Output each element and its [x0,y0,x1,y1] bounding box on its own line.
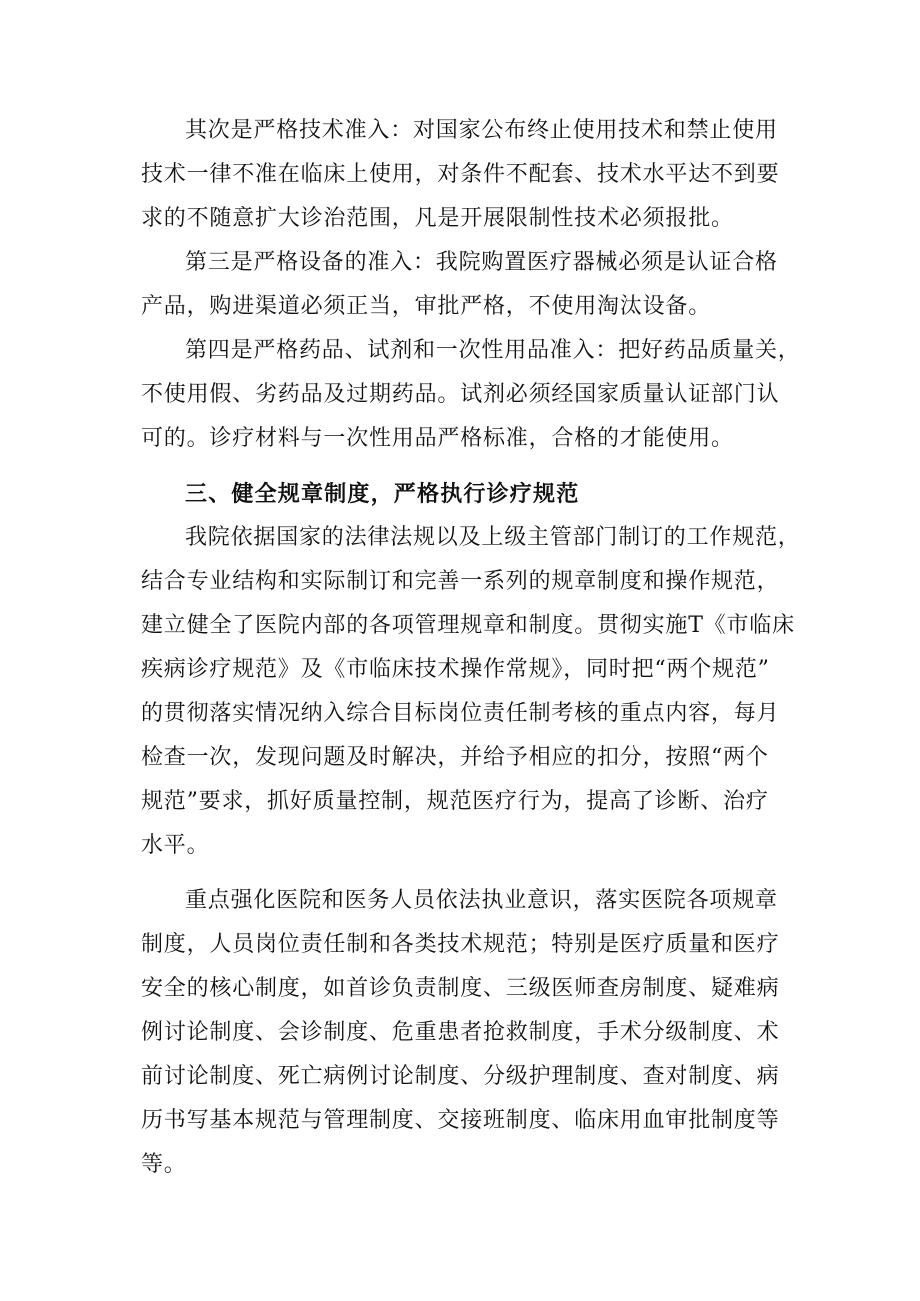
text-line: 第三是严格设备的准入：我院购置医疗器械必须是认证合格 [185,250,778,275]
text-line: 重点强化医院和医务人员依法执业意识，落实医院各项规章 [185,888,778,913]
text-line: 求的不随意扩大诊治范围，凡是开展限制性技术必须报批。 [141,206,734,231]
text-line: 技术一律不准在临床上使用，对条件不配套、技术水平达不到要 [141,162,780,187]
text-line: 水平。 [141,833,210,858]
text-line: 的贯彻落实情况纳入综合目标岗位责任制考核的重点内容，每月 [141,701,780,726]
text-line: 安全的核心制度，如首诊负责制度、三级医师查房制度、疑难病 [141,976,780,1001]
text-line: 制度，人员岗位责任制和各类技术规范；特别是医疗质量和医疗 [141,932,780,957]
text-line: 第四是严格药品、试剂和一次性用品准入：把好药品质量关， [185,338,801,363]
text-line: 我院依据国家的法律法规以及上级主管部门制订的工作规范， [185,525,801,550]
text-line: 疾病诊疗规范》及《市临床技术操作常规》，同时把“两个规范” [141,657,770,682]
text-line: 历书写基本规范与管理制度、交接班制度、临床用血审批制度等 [141,1108,780,1133]
text-line: 等。 [141,1152,187,1177]
text-line: 其次是严格技术准入：对国家公布终止使用技术和禁止使用 [185,118,778,143]
text-line: 例讨论制度、会诊制度、危重患者抢救制度，手术分级制度、术 [141,1020,780,1045]
text-line: 规范”要求，抓好质量控制，规范医疗行为，提高了诊断、治疗 [141,789,769,814]
section-heading: 三、健全规章制度，严格执行诊疗规范 [185,481,580,507]
text-line: 不使用假、劣药品及过期药品。试剂必须经国家质量认证部门认 [141,382,780,407]
text-line: 前讨论制度、死亡病例讨论制度、分级护理制度、查对制度、病 [141,1064,780,1089]
text-line: 产品，购进渠道必须正当，审批严格，不使用淘汰设备。 [141,294,712,319]
text-line: 可的。诊疗材料与一次性用品严格标准，合格的才能使用。 [141,426,734,451]
text-line: 检查一次，发现问题及时解决，并给予相应的扣分，按照“两个 [141,745,769,770]
text-line: 建立健全了医院内部的各项管理规章和制度。贯彻实施T《市临床 [141,613,795,638]
text-line: 结合专业结构和实际制订和完善一系列的规章制度和操作规范， [141,569,780,594]
